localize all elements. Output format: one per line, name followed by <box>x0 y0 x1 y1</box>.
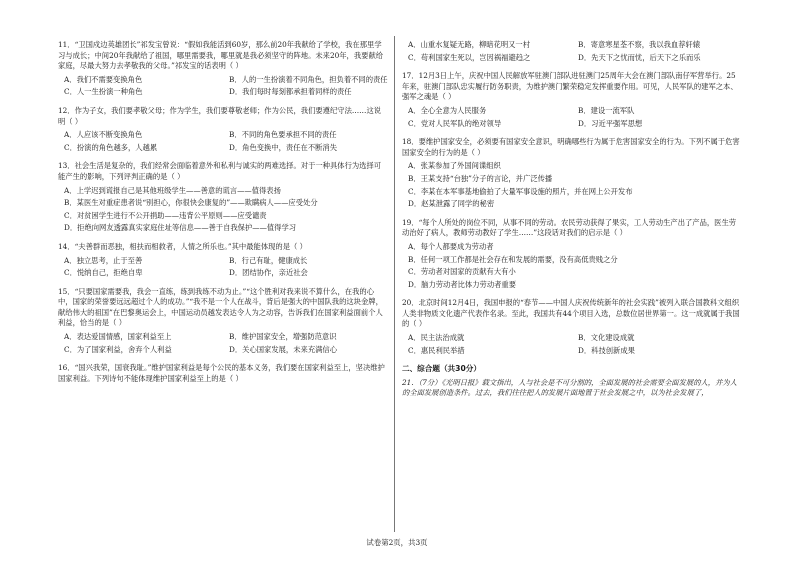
question-21: 21．（7分）《光明日报》载文指出，人与社会是不可分割的，全面发展的社会需要全面发展的人，并为人的全面发展创造条件。过去，我们往往把人的发展片面地置于社会发展之中，以为社会发展了， <box>402 377 737 398</box>
options <box>402 161 742 211</box>
question-13 <box>58 161 388 236</box>
options <box>402 333 742 358</box>
options <box>58 332 388 357</box>
option-c[interactable]: C．悦纳自己，拒绝自卑 <box>64 268 143 278</box>
option-b[interactable]: B．任何一项工作都是社会存在和发展的需要，没有高低贵贱之分 <box>408 254 618 264</box>
question-stem: 16．“国兴我荣，国衰我耻。”维护国家利益是每个公民的基本义务，我们要在国家利益至上，坚决维护国家利益。下列诗句不能体现维护国家利益至上的是（ ） <box>58 363 385 383</box>
question-stem: 19．“每个人所处的岗位不同，从事不同的劳动。农民劳动获得了果实，工人劳动生产出了产品，医生劳动治好了病人，教师劳动教好了学生……”这段话对我们的启示是（ ） <box>402 217 737 238</box>
options <box>58 75 388 100</box>
question-12 <box>58 106 388 155</box>
option-d[interactable]: D．科技创新成果 <box>578 345 635 355</box>
question-11 <box>58 40 388 100</box>
option-b[interactable]: B．建设一流军队 <box>578 105 635 115</box>
option-d[interactable]: D．先天下之忧而忧，后天下之乐而乐 <box>578 52 701 62</box>
question-16 <box>58 363 388 384</box>
left-column <box>58 40 388 387</box>
options <box>402 40 742 65</box>
question-14 <box>58 242 388 281</box>
option-a[interactable]: A．民主法治成就 <box>408 333 465 343</box>
option-a[interactable]: A．张某参加了外国间谍组织 <box>408 161 501 171</box>
page-footer: 试卷第2页，共3页 <box>366 538 428 547</box>
option-b[interactable]: B．寄意寒星荃不察，我以我血荐轩辕 <box>578 40 701 49</box>
option-d[interactable]: D．拒绝向网友透露真实家庭住址等信息——善于自我保护——值得学习 <box>64 223 297 233</box>
option-a[interactable]: A．全心全意为人民服务 <box>408 105 487 115</box>
question-18 <box>402 137 742 212</box>
option-b[interactable]: B．行己有耻，健康成长 <box>229 255 308 265</box>
question-16-options <box>402 40 742 65</box>
question-20 <box>402 298 742 358</box>
option-d[interactable]: D．角色变换中，责任在不断消失 <box>229 142 338 152</box>
option-a[interactable]: A．山重水复疑无路，柳暗花明又一村 <box>408 40 531 49</box>
option-c[interactable]: C．扮演的角色越多，人越累 <box>64 142 158 152</box>
question-stem: 17．12月3日上午，庆祝中国人民解放军驻澳门部队进驻澳门25周年大会在澳门部队南仔军营举行。25年来，驻澳门部队忠实履行防务职责，为维护澳门繁荣稳定发挥重要作用。可见，人民军队的建军之本、强军之魂是（ ） <box>402 71 738 102</box>
options <box>402 242 742 292</box>
options <box>58 130 388 155</box>
option-b[interactable]: B．某医生对重症患者说“别担心，你很快会康复的”——欺瞒病人——应受处分 <box>64 198 318 208</box>
option-c[interactable]: C．党对人民军队的绝对领导 <box>408 118 502 128</box>
option-b[interactable]: B．维护国家安全，增强防范意识 <box>229 332 337 342</box>
question-stem: 15．“只要国家需要我，我会一直练，练到我练不动为止。”“这个胜利对我来说不算什么，在我的心中，国家的荣誉要远远超过个人的成功。”“我不是一个人在战斗，背后是强大的中国队我的这块金牌，献给伟大的祖国”在巴黎奥运会上，中国运动员越发表达令人为之动容，告诉我们在国家利益面前个人利益，恰当的是（ ） <box>58 286 383 328</box>
options <box>402 106 742 131</box>
question-stem: 12．作为子女，我们要孝敬父母；作为学生，我们要尊敬老师；作为公民，我们要遵纪守法……这说明（ ） <box>58 105 382 126</box>
right-column <box>402 40 742 402</box>
option-b[interactable]: B．不同的角色要承担不同的责任 <box>229 130 337 140</box>
option-d[interactable]: D．关心国家发展，未来充满信心 <box>229 344 338 354</box>
option-a[interactable]: A．独立思考，止于至善 <box>64 255 143 265</box>
option-b[interactable]: B．文化建设成就 <box>578 333 635 343</box>
option-d[interactable]: D．习近平强军思想 <box>578 118 643 128</box>
question-stem: 20．北京时间12月4日，我国申报的“春节——中国人庆祝传统新年的社会实践”被列入联合国教科文组织人类非物质文化遗产代表作名录。至此，我国共有44个项目入选，总数位居世界第一。这一成就属于我国的（ ） <box>402 298 740 329</box>
option-c[interactable]: C．劳动者对国家的贡献有大有小 <box>408 267 516 277</box>
option-d[interactable]: D．脑力劳动者比体力劳动者重要 <box>408 279 517 289</box>
question-stem: 14．“夫善群而恶独，相扶而相救者，人情之所乐也。”其中最能体现的是（ ） <box>58 241 307 251</box>
option-c[interactable]: C．人一生扮演一种角色 <box>64 87 143 97</box>
question-stem: 18．要维护国家安全，必须要有国家安全意识，明确哪些行为属于危害国家安全的行为。下列不属于危害国家安全的行为的是（ ） <box>402 137 740 157</box>
option-a[interactable]: A．我们不需要变换角色 <box>64 74 143 84</box>
option-b[interactable]: B．人的一生扮演着不同角色，担负着不同的责任 <box>229 74 388 84</box>
option-c[interactable]: C．惠民利民举措 <box>408 345 465 355</box>
option-a[interactable]: A．人应该不断变换角色 <box>64 130 143 140</box>
option-d[interactable]: D．赵某泄露了同学的秘密 <box>408 199 495 209</box>
option-c[interactable]: C．李某在本军事基地偷拍了大量军事设施的照片，并在网上公开发布 <box>408 186 633 196</box>
question-17 <box>402 71 742 131</box>
option-a[interactable]: A．每个人都要成为劳动者 <box>408 241 494 251</box>
question-stem: 11．“卫国戍边英雄团长”祁发宝曾说：“假如我能活到60岁，那么前20年我献给了学校，我在那里学习与成长；中间20年我献给了祖国，哪里需要我，哪里就是我必须坚守的阵地。未来20年，我要献给家庭，尽最大努力去孝敬我的父母。”祁发宝的话表明（ ） <box>58 40 384 71</box>
option-d[interactable]: D．我们每时每刻都承担着同样的责任 <box>229 87 352 97</box>
column-divider <box>394 36 395 532</box>
question-15 <box>58 287 388 358</box>
options <box>58 256 388 281</box>
option-c[interactable]: C．为了国家利益，舍弃个人利益 <box>64 344 172 354</box>
option-a[interactable]: A．上学迟到谎报自己是其他班级学生——善意的谎言——值得表扬 <box>64 185 281 195</box>
question-19 <box>402 218 742 293</box>
option-a[interactable]: A．表达爱国情感，国家利益至上 <box>64 332 172 342</box>
options <box>58 186 388 236</box>
option-c[interactable]: C．苟利国家生死以，岂因祸福避趋之 <box>408 52 531 62</box>
option-b[interactable]: B．王某支持“台独”分子的言论，并广泛传播 <box>408 173 553 183</box>
section-title: 二、综合题（共30分） <box>402 364 481 374</box>
question-stem: 13．社会生活是复杂的，我们经常会面临着意外和私利与诚实的两难选择。对于一种具体行为选择可能产生的影响，下列评判正确的是（ ） <box>58 161 382 181</box>
option-c[interactable]: C．对贫困学生进行不公开捐助——违背公平原则——应受谴责 <box>64 210 267 220</box>
option-d[interactable]: D．团结协作，亲近社会 <box>229 268 308 278</box>
